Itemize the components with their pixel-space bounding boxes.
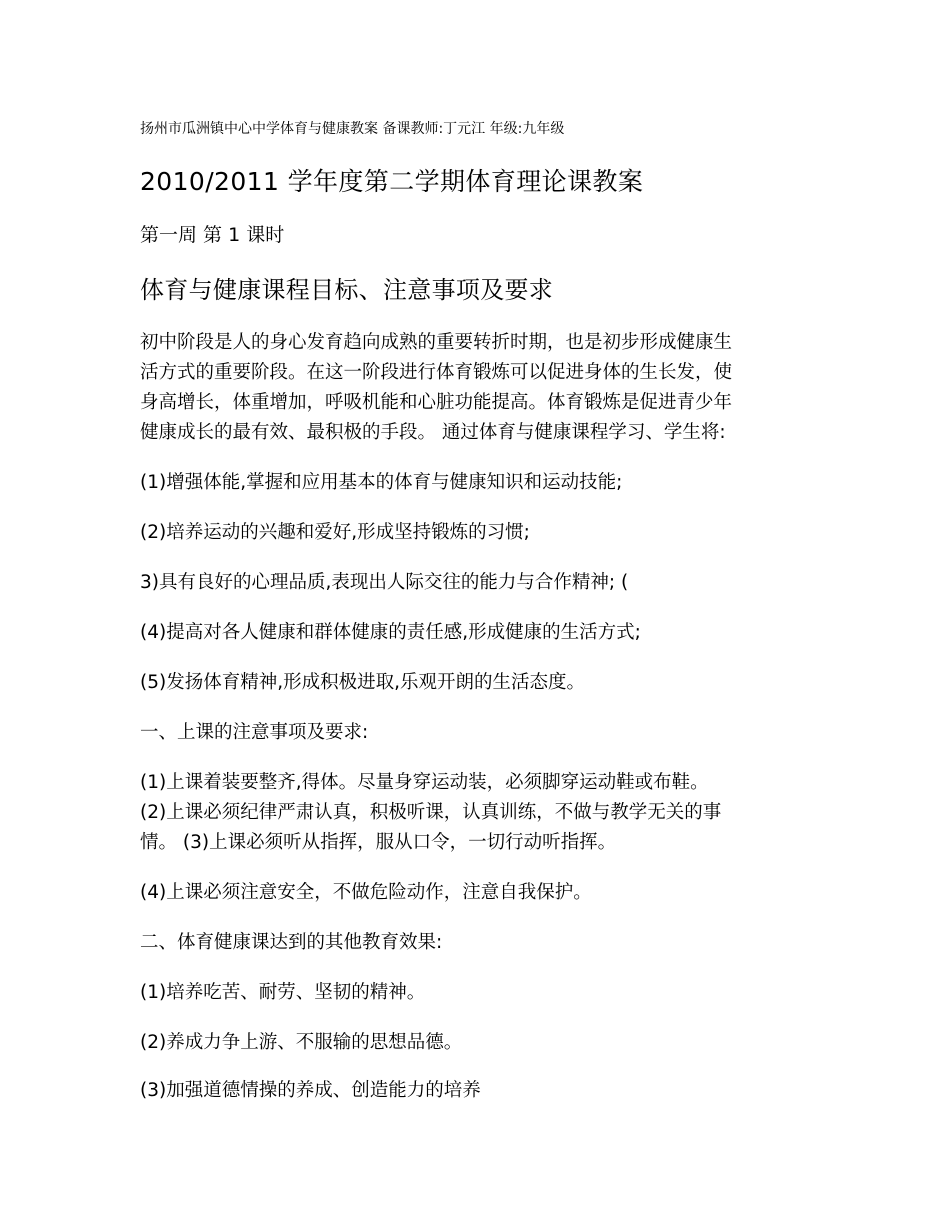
intro-line: 健康成长的最有效、最积极的手段。 通过体育与健康课程学习、学生将: [140, 422, 726, 443]
goal-item: (1)增强体能,掌握和应用基本的体育与健康知识和运动技能; [140, 472, 623, 493]
lesson-period: 第一周 第 1 课时 [140, 224, 285, 246]
effect-item: (1)培养吃苦、耐劳、坚韧的精神。 [140, 982, 426, 1003]
goal-item: (2)培养运动的兴趣和爱好,形成坚持锻炼的习惯; [140, 522, 530, 543]
lesson-subtitle: 体育与健康课程目标、注意事项及要求 [140, 276, 554, 304]
rule-line: (1)上课着装要整齐,得体。尽量身穿运动装，必须脚穿运动鞋或布鞋。 [140, 772, 709, 793]
intro-line: 身高增长，体重增加，呼吸机能和心脏功能提高。体育锻炼是促进青少年 [140, 392, 733, 413]
intro-line: 初中阶段是人的身心发育趋向成熟的重要转折时期，也是初步形成健康生 [140, 332, 733, 353]
goal-item: (5)发扬体育精神,形成积极进取,乐观开朗的生活态度。 [140, 672, 585, 693]
goal-item: (4)提高对各人健康和群体健康的责任感,形成健康的生活方式; [140, 622, 641, 643]
section-heading: 一、上课的注意事项及要求: [140, 722, 369, 743]
document-title: 2010/2011 学年度第二学期体育理论课教案 [140, 167, 644, 196]
effect-item: (3)加强道德情操的养成、创造能力的培养 [140, 1080, 481, 1101]
effect-item: (2)养成力争上游、不服输的思想品德。 [140, 1032, 463, 1053]
section-heading: 二、体育健康课达到的其他教育效果: [140, 932, 443, 953]
rule-line: (2)上课必须纪律严肃认真，积极听课，认真训练，不做与教学无关的事 [140, 802, 722, 823]
goal-item: 3)具有良好的心理品质,表现出人际交往的能力与合作精神; ( [140, 572, 629, 593]
document-header: 扬州市瓜洲镇中心中学体育与健康教案 备课教师:丁元江 年级:九年级 [140, 121, 565, 137]
rule-item: (4)上课必须注意安全，不做危险动作，注意自我保护。 [140, 882, 592, 903]
rule-line: 情。 (3)上课必须听从指挥，服从口令，一切行动听指挥。 [140, 832, 617, 853]
intro-line: 活方式的重要阶段。在这一阶段进行体育锻炼可以促进身体的生长发，使 [140, 362, 733, 383]
